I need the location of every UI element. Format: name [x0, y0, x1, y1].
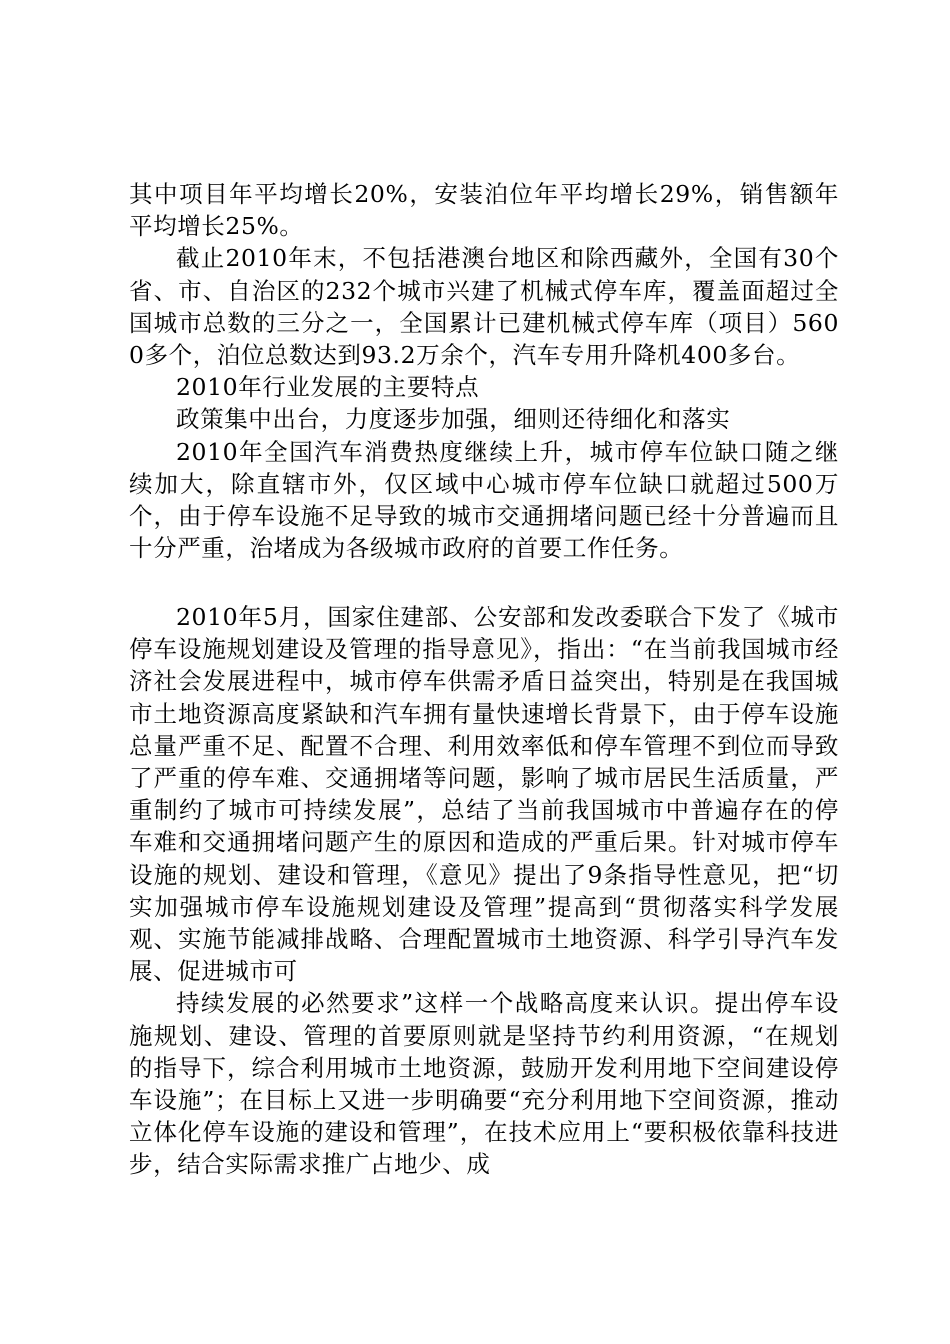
subsection-heading: 政策集中出台，力度逐步加强，细则还待细化和落实 [176, 405, 731, 434]
section-heading: 2010年行业发展的主要特点 [176, 373, 480, 402]
paragraph-policy-guidance: 2010年5月，国家住建部、公安部和发改委联合下发了《城市停车设施规划建设及管理的指导意见》，指出：“在当前我国城市经济社会发展进程中，城市停车供需矛盾日益突出，特别是在我国城市土地资源高度紧缺和汽车拥有量快速增长背景下，由于停车设施总量严重不足、配置不合理、利用效率低和停车管理不到位而导致了严重的停车难、交通拥堵等问题，影响了城市居民生活质量，严重制约了城市可持续发展”，总结了当前我国城市中普遍存在的停车难和交通拥堵问题产生的原因和造成的严重后果。针对城市停车设施的规划、建设和管理，《意见》提出了9条指导性意见，把“切实加强城市停车设施规划建设及管理”提高到“贯彻落实科学发展观、实施节能减排战略、合理配置城市土地资源、科学引导汽车发展、促进城市可 [129, 603, 839, 986]
paragraph-policy-principles: 持续发展的必然要求”这样一个战略高度来认识。提出停车设施规划、建设、管理的首要原则就是坚持节约利用资源，“在规划的指导下，综合利用城市土地资源，鼓励开发利用地下空间建设停车设施”；在目标上又进一步明确要“充分利用地下空间资源，推动立体化停车设施的建设和管理”，在技术应用上“要积极依靠科技进步，结合实际需求推广占地少、成 [129, 989, 839, 1179]
paragraph-growth-stats: 其中项目年平均增长20%，安装泊位年平均增长29%，销售额年平均增长25%。 [129, 180, 839, 241]
paragraph-2010-summary: 截止2010年末，不包括港澳台地区和除西藏外，全国有30个省、市、自治区的232个城市兴建了机械式停车库，覆盖面超过全国城市总数的三分之一，全国累计已建机械式停车库（项目）5600多个，泊位总数达到93.2万余个，汽车专用升降机400多台。 [129, 244, 839, 370]
paragraph-parking-gap: 2010年全国汽车消费热度继续上升，城市停车位缺口随之继续加大，除直辖市外，仅区域中心城市停车位缺口就超过500万个，由于停车设施不足导致的城市交通拥堵问题已经十分普遍而且十分严重，治堵成为各级城市政府的首要工作任务。 [129, 437, 839, 563]
text-block-bottom [129, 601, 839, 1181]
text-block-top [129, 178, 839, 564]
